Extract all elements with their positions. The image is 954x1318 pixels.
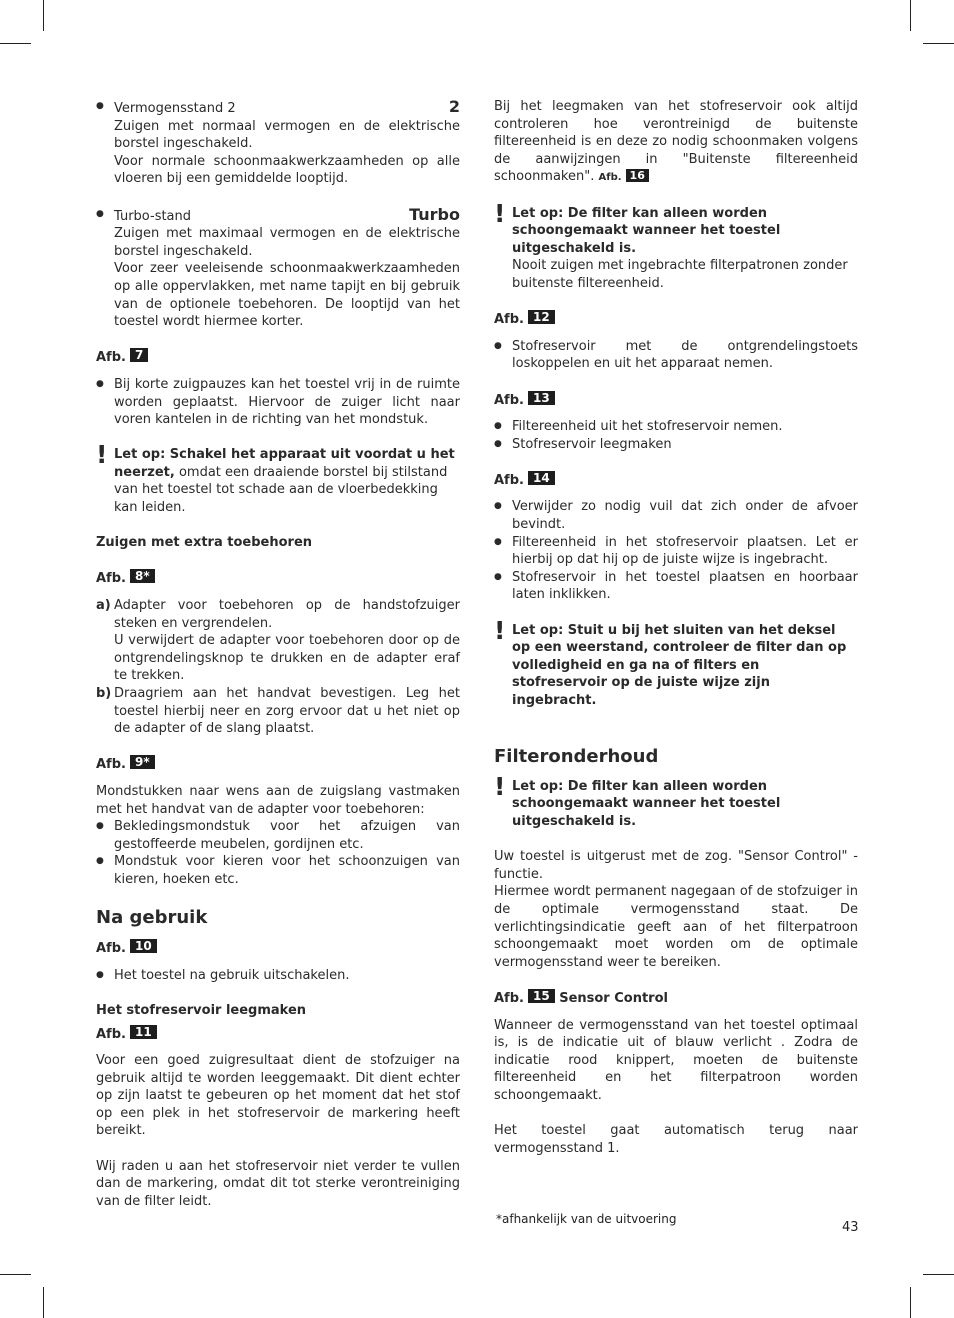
figure-badge: 16 — [626, 169, 649, 182]
list-item: ● Stofreservoir met de ontgrendelingstoets loskoppelen en uit het apparaat nemen. — [494, 338, 858, 373]
paragraph: Wanneer de vermogensstand van het toestel optimaal is, is de indicatie uit of blauw verlicht . Zodra de indicatie rood knippert, moeten de buitenste filtereenheid en het filterpatroon worden schoongemaakt. — [494, 1017, 858, 1103]
paragraph: U verwijdert de adapter voor toebehoren door op de ontgrendelingsknop te drukken en de adapter eraf te trekken. — [114, 633, 460, 684]
crop-mark — [0, 1274, 31, 1275]
list-item: ● Filtereenheid in het stofreservoir plaatsen. Let er hierbij op dat hij op de juiste wijze is ingebracht. — [494, 534, 858, 569]
figure-badge: 8* — [130, 569, 155, 583]
paragraph: Uw toestel is uitgerust met de zog. "Sensor Control" - functie. — [494, 849, 858, 882]
footnote: *afhankelijk van de uitvoering — [496, 1212, 677, 1226]
list-item: ● Filtereenheid uit het stofreservoir nemen. — [494, 418, 858, 436]
afb-label: Afb. — [96, 941, 126, 957]
figure-badge: 15 — [528, 989, 555, 1003]
warning-text: omdat een draaiende borstel bij stilstand van het toestel tot schade aan de vloerbedekking kan leiden. — [114, 464, 448, 516]
afb-label: Afb. — [598, 172, 622, 184]
paragraph: Voor een goed zuigresultaat dient de stofzuiger na gebruik altijd te worden leeggemaakt. Dit dient echter op zijn laatst te gebeuren op het moment dat het stof op een plek in het stofreservoir de markering heeft bereikt. — [96, 1053, 460, 1139]
warning-bold: Let op: De filter kan alleen worden schoongemaakt wanneer het toestel uitgeschakeld is. — [512, 205, 781, 256]
paragraph: Zuigen met maximaal vermogen en de elektrische borstel ingeschakeld. — [114, 226, 460, 259]
figure-reference — [494, 989, 858, 1008]
list-item: ● Mondstuk voor kieren voor het schoonzuigen van kieren, hoeken etc. — [96, 853, 460, 888]
sensor-heading: Sensor Control — [559, 990, 668, 1006]
figure-reference — [96, 1025, 460, 1044]
afb-label: Afb. — [96, 757, 126, 773]
warning-note — [494, 771, 858, 831]
exclamation-icon: ! — [494, 198, 506, 228]
afb-label: Afb. — [96, 1026, 126, 1042]
warning-note — [96, 440, 460, 516]
list-item: ● Bij korte zuigpauzes kan het toestel vrij in de ruimte worden geplaatst. Hiervoor de zuiger licht naar voren kantelen in de richting van het mondstuk. — [96, 376, 460, 429]
section-heading: Na gebruik — [96, 907, 208, 929]
list-item: ● Bekledingsmondstuk voor het afzuigen van gestoffeerde meubelen, gordijnen etc. — [96, 818, 460, 853]
figure-reference — [494, 471, 858, 490]
paragraph: Voor normale schoonmaakwerkzaamheden op alle vloeren bij een gemiddelde looptijd. — [114, 153, 460, 187]
paragraph: Zuigen met normaal vermogen en de elektrische borstel ingeschakeld. — [114, 118, 460, 152]
list-item: ● Stofreservoir leegmaken — [494, 436, 858, 454]
paragraph-text: Bij het leegmaken van het stofreservoir ook altijd controleren hoe verontreinigd de buitenste filtereenheid is en deze zo nodig schoonmaken volgens de aanwijzingen in "Buitenste filtereenheid schoonmaken". — [494, 99, 858, 185]
lettered-item — [96, 597, 460, 685]
figure-badge: 12 — [528, 310, 555, 324]
figure-badge: 11 — [130, 1025, 157, 1039]
warning-bold: Let op: Schakel het apparaat uit voordat u het neerzet, — [114, 447, 455, 480]
right-column — [494, 98, 858, 1157]
power-level-2-icon: 2 — [448, 97, 460, 116]
figure-reference — [96, 939, 460, 958]
figure-reference — [96, 569, 460, 588]
section-heading: Filteronderhoud — [494, 745, 659, 767]
crop-mark — [43, 0, 44, 31]
mode-label: ● Vermogensstand 2 — [114, 101, 236, 116]
paragraph: Hiermee wordt permanent nagegaan of de stofzuiger in de optimale vermogensstand staat. De verlichtingsindicatie geeft aan of het filterpatroon schoongemaakt moet worden om de optimale vermogensstand weer te bereiken. — [494, 884, 858, 970]
list-item — [96, 98, 460, 188]
exclamation-icon: ! — [494, 615, 506, 645]
list-item: ● Verwijder zo nodig vuil dat zich onder de afvoer bevindt. — [494, 498, 858, 533]
list-item: ● Het toestel na gebruik uitschakelen. — [96, 967, 460, 985]
warning-bold: Let op: Stuit u bij het sluiten van het deksel op een weerstand, controleer de filter dan op volledigheid en ga na of filters en stofreservoir op de juiste wijze zijn ingebracht. — [512, 622, 847, 708]
crop-mark — [910, 1287, 911, 1318]
item-letter: b) — [96, 686, 112, 701]
figure-reference — [494, 310, 858, 329]
warning-text: Nooit zuigen met ingebrachte filterpatronen zonder buitenste filtereenheid. — [512, 258, 848, 291]
afb-label: Afb. — [96, 350, 126, 366]
left-column — [96, 98, 460, 1210]
paragraph — [494, 98, 858, 187]
paragraph: Wij raden u aan het stofreservoir niet verder te vullen dan de markering, omdat dit tot sterke verontreiniging van de filter leidt. — [96, 1158, 460, 1209]
afb-label: Afb. — [494, 472, 524, 488]
figure-reference — [96, 755, 460, 774]
crop-mark — [43, 1287, 44, 1318]
afb-label: Afb. — [494, 312, 524, 328]
item-letter: a) — [96, 598, 111, 614]
crop-mark — [923, 43, 954, 44]
paragraph: Mondstukken naar wens aan de zuigslang vastmaken met het handvat van de adapter voor toebehoren: — [96, 783, 460, 817]
list-item — [96, 206, 460, 331]
afb-label: Afb. — [96, 571, 126, 587]
exclamation-icon: ! — [96, 440, 108, 470]
figure-badge: 7 — [130, 348, 148, 362]
crop-mark — [910, 0, 911, 31]
figure-badge: 9* — [130, 755, 155, 769]
afb-label: Afb. — [494, 392, 524, 408]
paragraph: Draagriem aan het handvat bevestigen. Leg het toestel hierbij neer en zorg ervoor dat u het niet op de adapter of de slang plaatst. — [114, 686, 460, 737]
list-item: ● Stofreservoir in het toestel plaatsen en hoorbaar laten inklikken. — [494, 569, 858, 604]
figure-badge: 14 — [528, 471, 555, 485]
mode-label: ● Turbo-stand — [114, 208, 192, 224]
figure-badge: 10 — [130, 939, 157, 953]
paragraph: Adapter voor toebehoren op de handstofzuiger steken en vergrendelen. — [114, 598, 460, 631]
subheading: Zuigen met extra toebehoren — [96, 535, 313, 551]
afb-label: Afb. — [494, 990, 524, 1006]
warning-bold: Let op: De filter kan alleen worden schoongemaakt wanneer het toestel uitgeschakeld is. — [512, 778, 781, 829]
exclamation-icon: ! — [494, 771, 506, 801]
paragraph: Voor zeer veeleisende schoonmaakwerkzaamheden op alle oppervlakken, met name tapijt en bij gebruik van de optionele toebehoren. De looptijd van het toestel wordt hiermee korter. — [114, 261, 460, 330]
crop-mark — [0, 43, 31, 44]
figure-badge: 13 — [528, 391, 555, 405]
crop-mark — [923, 1274, 954, 1275]
figure-reference — [96, 348, 460, 367]
figure-reference — [494, 391, 858, 410]
warning-note — [494, 198, 858, 293]
lettered-item — [96, 685, 460, 738]
warning-note — [494, 615, 858, 710]
page-number: 43 — [842, 1220, 859, 1235]
subheading: Het stofreservoir leegmaken — [96, 1002, 307, 1018]
turbo-icon: Turbo — [409, 204, 460, 224]
paragraph: Het toestel gaat automatisch terug naar vermogensstand 1. — [494, 1123, 858, 1156]
